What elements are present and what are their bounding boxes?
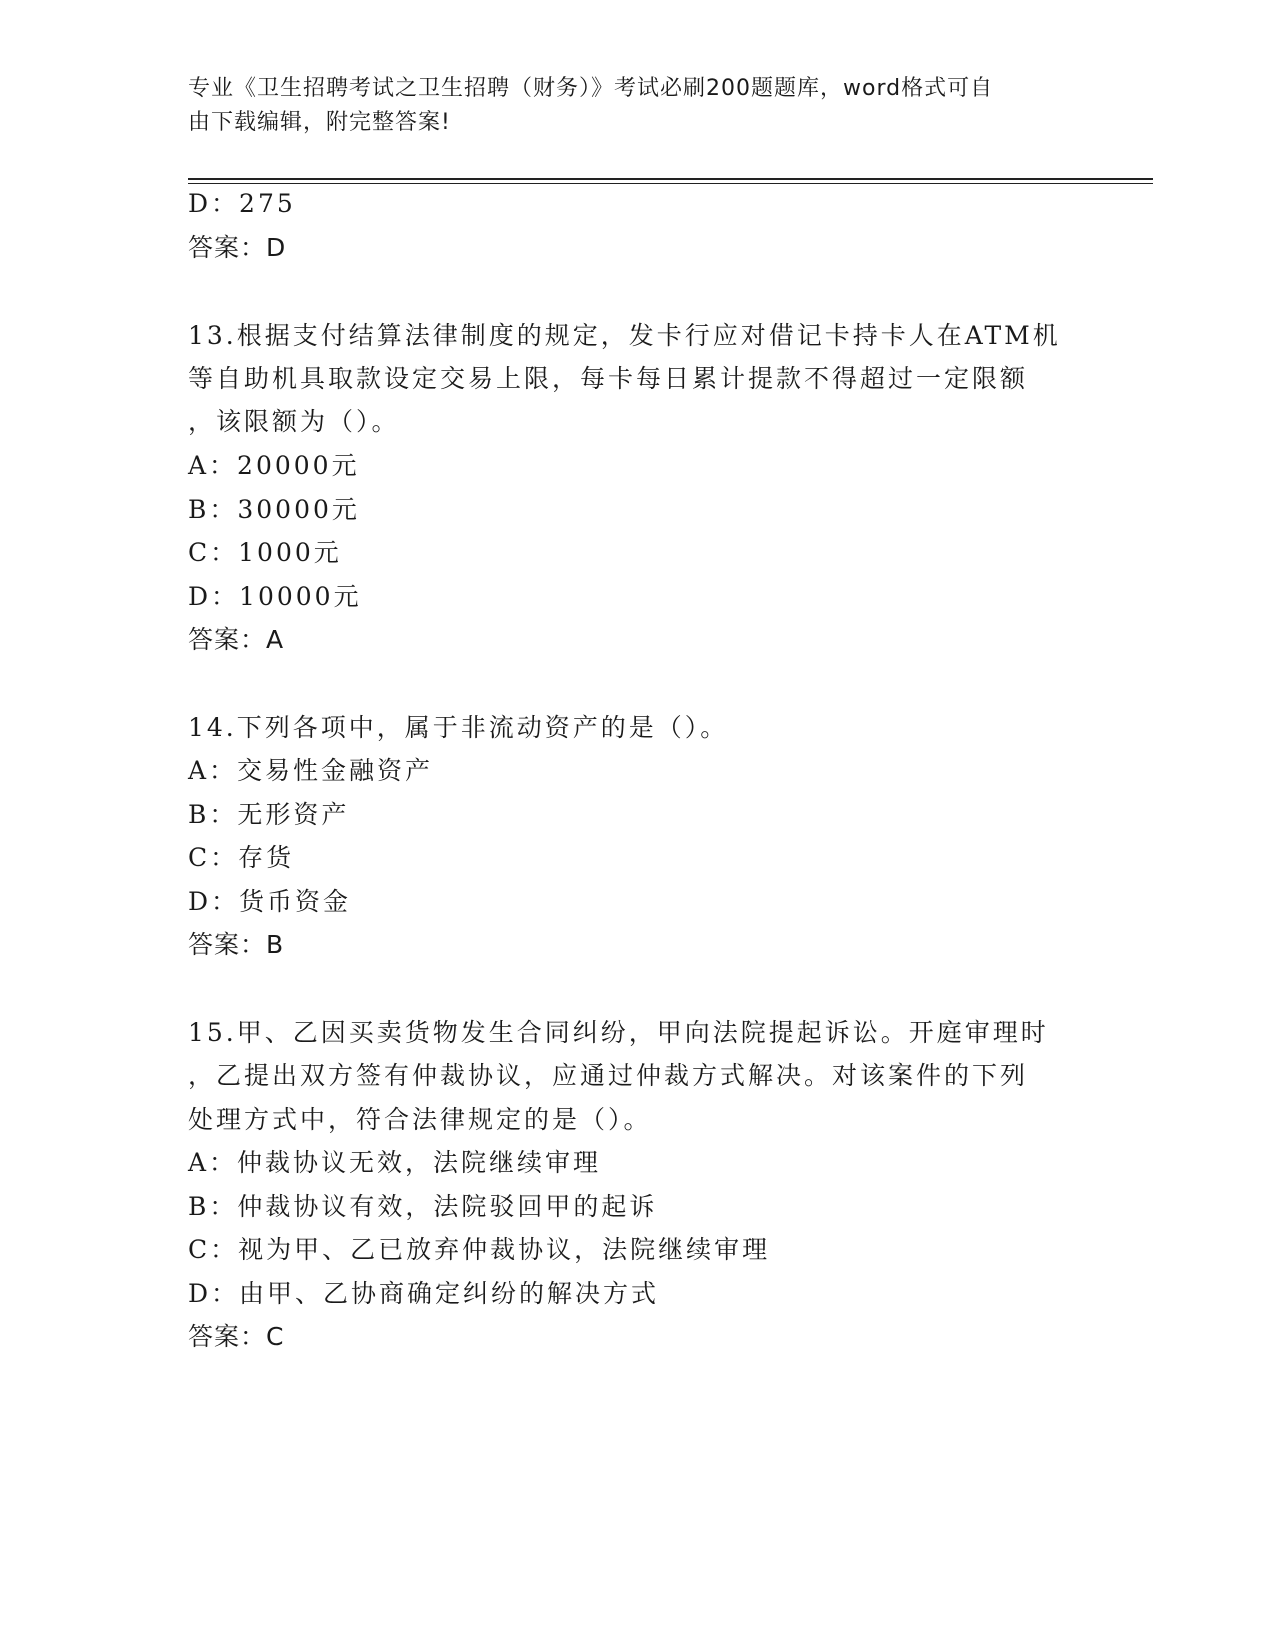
prev-option-d: D：275: [188, 189, 296, 218]
header-rule-thin: [188, 183, 1153, 184]
q14-answer: 答案：B: [188, 930, 285, 959]
q13-option-c: C：1000元: [188, 538, 342, 567]
q13-stem-line-2: 等自助机具取款设定交易上限，每卡每日累计提款不得超过一定限额: [188, 364, 1029, 393]
q14-option-c: C：存货: [188, 843, 295, 872]
q15-option-c: C：视为甲、乙已放弃仲裁协议，法院继续审理: [188, 1235, 771, 1264]
q13-stem-line-3: ，该限额为（）。: [188, 407, 400, 436]
header-line-1: 专业《卫生招聘考试之卫生招聘（财务）》考试必刷200题题库，word格式可自: [188, 76, 994, 101]
q13-option-b: B：30000元: [188, 495, 360, 524]
header-line-2: 由下载编辑，附完整答案!: [188, 110, 451, 135]
q14-stem-line-1: 14.下列各项中，属于非流动资产的是（）。: [188, 713, 729, 742]
q15-option-d: D：由甲、乙协商确定纠纷的解决方式: [188, 1279, 660, 1308]
q15-answer: 答案：C: [188, 1322, 285, 1351]
q13-option-d: D：10000元: [188, 582, 362, 611]
q15-option-a: A：仲裁协议无效，法院继续审理: [188, 1148, 602, 1177]
q14-option-d: D：货币资金: [188, 887, 352, 916]
q15-stem-line-1: 15.甲、乙因买卖货物发生合同纠纷，甲向法院提起诉讼。开庭审理时: [188, 1018, 1049, 1047]
document-header: [188, 72, 1088, 140]
q14-option-a: A：交易性金融资产: [188, 756, 434, 785]
q13-answer: 答案：A: [188, 625, 285, 654]
q15-stem-line-3: 处理方式中，符合法律规定的是（）。: [188, 1105, 652, 1134]
q15-stem-line-2: ，乙提出双方签有仲裁协议，应通过仲裁方式解决。对该案件的下列: [188, 1061, 1029, 1090]
q13-option-a: A：20000元: [188, 451, 360, 480]
q13-stem-line-1: 13.根据支付结算法律制度的规定，发卡行应对借记卡持卡人在ATM机: [188, 321, 1061, 350]
q15-option-b: B：仲裁协议有效，法院驳回甲的起诉: [188, 1192, 658, 1221]
q14-option-b: B：无形资产: [188, 800, 350, 829]
header-rule-thick: [188, 178, 1153, 180]
prev-answer: 答案：D: [188, 233, 287, 262]
